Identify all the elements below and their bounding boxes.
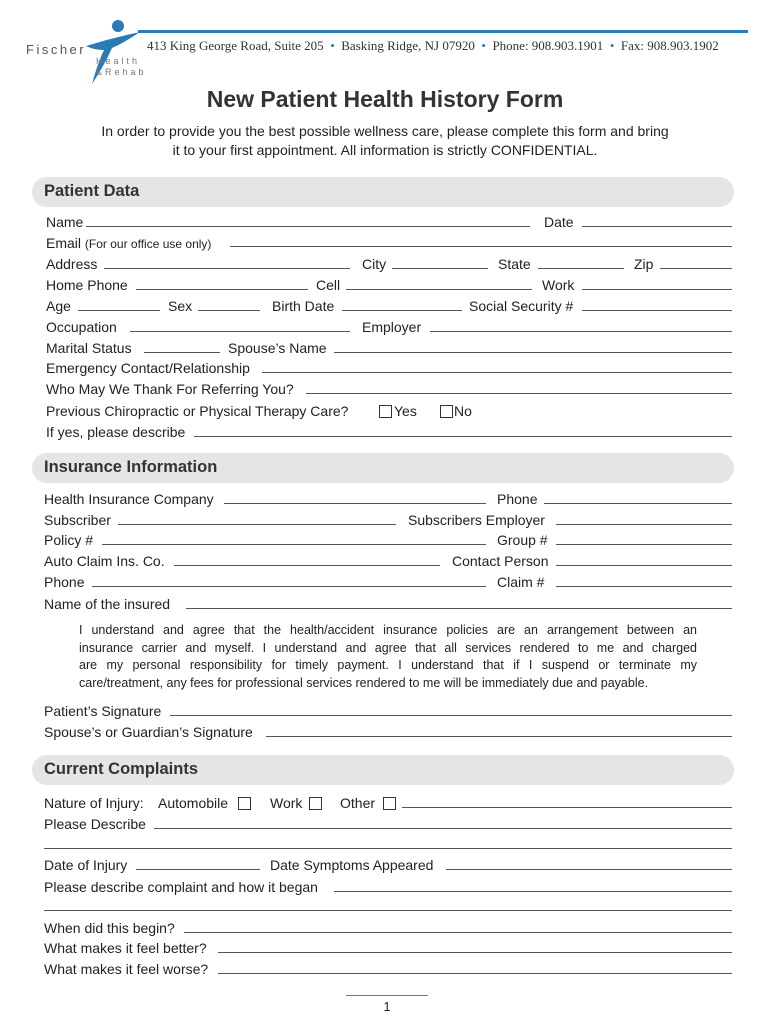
cell-field[interactable] — [346, 289, 532, 290]
logo-sub-health: Health — [96, 56, 141, 66]
section-heading: Insurance Information — [44, 458, 218, 476]
yes-label: Yes — [394, 403, 417, 419]
guardian-signature-field[interactable] — [266, 736, 732, 737]
please-describe-label: Please Describe — [44, 816, 146, 832]
logo-figure-icon — [82, 18, 146, 88]
section-insurance — [32, 453, 734, 483]
name-field[interactable] — [86, 226, 530, 227]
intro-line-2: it to your first appointment. All information is strictly CONFIDENTIAL. — [172, 142, 598, 158]
subscriber-employer-field[interactable] — [556, 524, 732, 525]
policy-label: Policy # — [44, 532, 94, 548]
section-current-complaints — [32, 755, 734, 785]
automobile-checkbox[interactable] — [238, 797, 251, 810]
subscriber-field[interactable] — [118, 524, 396, 525]
birth-date-field[interactable] — [342, 310, 462, 311]
please-describe-field[interactable] — [154, 828, 732, 829]
complaint-description-label: Please describe complaint and how it began — [44, 879, 318, 895]
age-label: Age — [46, 298, 71, 314]
header-contact — [147, 38, 719, 54]
patient-signature-label: Patient’s Signature — [44, 703, 162, 719]
zip-label: Zip — [634, 256, 654, 272]
marital-status-field[interactable] — [144, 352, 220, 353]
policy-field[interactable] — [102, 544, 486, 545]
sex-field[interactable] — [198, 310, 260, 311]
feel-worse-label: What makes it feel worse? — [44, 961, 209, 977]
contact-person-field[interactable] — [556, 565, 732, 566]
referral-field[interactable] — [306, 393, 732, 394]
work-phone-field[interactable] — [582, 289, 732, 290]
spouse-name-field[interactable] — [334, 352, 732, 353]
name-label: Name — [46, 214, 84, 230]
subscriber-label: Subscriber — [44, 512, 111, 528]
intro-line-1: In order to provide you the best possible wellness care, please complete this form and bring — [101, 123, 669, 139]
date-label: Date — [544, 214, 574, 230]
group-field[interactable] — [556, 544, 732, 545]
birth-date-label: Birth Date — [272, 298, 335, 314]
agreement-line: I understand and agree that the health/accident insurance policies are an arrangement between an — [79, 623, 697, 637]
describe-label: If yes, please describe — [46, 424, 186, 440]
ssn-label: Social Security # — [469, 298, 574, 314]
previous-care-label: Previous Chiropractic or Physical Therapy Care? — [46, 403, 349, 419]
feel-better-field[interactable] — [218, 952, 732, 953]
insurance-phone-label: Phone — [497, 491, 538, 507]
phone-label: Phone — [44, 574, 85, 590]
insurance-company-label: Health Insurance Company — [44, 491, 214, 507]
section-heading: Current Complaints — [44, 760, 199, 778]
date-field[interactable] — [582, 226, 732, 227]
feel-better-label: What makes it feel better? — [44, 940, 207, 956]
patient-signature-field[interactable] — [170, 715, 732, 716]
work-checkbox[interactable] — [309, 797, 322, 810]
no-label: No — [454, 403, 472, 419]
complaint-description-field[interactable] — [334, 891, 732, 892]
employer-label: Employer — [362, 319, 422, 335]
cell-label: Cell — [316, 277, 341, 293]
describe-field[interactable] — [194, 436, 732, 437]
agreement-line: are my personal responsibility for timely payment. I understand that if I suspend or terminate my — [79, 658, 697, 672]
complaint-description-field-2[interactable] — [44, 910, 732, 911]
date-of-injury-field[interactable] — [136, 869, 260, 870]
bullet-icon: • — [478, 38, 490, 53]
email-note: (For our office use only) — [84, 237, 212, 251]
logo-sub-rehab: &Rehab — [96, 67, 147, 77]
symptoms-date-field[interactable] — [446, 869, 732, 870]
other-injury-field[interactable] — [402, 807, 732, 808]
home-phone-label: Home Phone — [46, 277, 128, 293]
spouse-name-label: Spouse’s Name — [228, 340, 327, 356]
claim-field[interactable] — [556, 586, 732, 587]
insured-name-label: Name of the insured — [44, 596, 171, 612]
emergency-contact-field[interactable] — [262, 372, 732, 373]
other-checkbox[interactable] — [383, 797, 396, 810]
guardian-signature-label: Spouse’s or Guardian’s Signature — [44, 724, 253, 740]
page-number: 1 — [383, 999, 391, 1014]
auto-claim-field[interactable] — [174, 565, 440, 566]
header-rule — [138, 30, 748, 33]
insurance-phone-field[interactable] — [544, 503, 732, 504]
work-label: Work — [542, 277, 575, 293]
marital-status-label: Marital Status — [46, 340, 132, 356]
previous-care-yes-checkbox[interactable] — [379, 405, 392, 418]
bullet-icon: • — [326, 38, 338, 53]
work-injury-label: Work — [270, 795, 303, 811]
city-field[interactable] — [392, 268, 488, 269]
claim-label: Claim # — [497, 574, 545, 590]
email-field[interactable] — [230, 246, 732, 247]
date-of-injury-label: Date of Injury — [44, 857, 128, 873]
header-city: Basking Ridge, NJ 07920 — [341, 38, 475, 53]
logo — [26, 18, 146, 88]
insurance-agreement — [79, 622, 697, 692]
address-field[interactable] — [104, 268, 350, 269]
when-began-label: When did this begin? — [44, 920, 175, 936]
section-patient-data — [32, 177, 734, 207]
footer-rule — [346, 995, 428, 996]
auto-claim-label: Auto Claim Ins. Co. — [44, 553, 165, 569]
feel-worse-field[interactable] — [218, 973, 732, 974]
phone-field[interactable] — [92, 586, 486, 587]
address-label: Address — [46, 256, 98, 272]
contact-person-label: Contact Person — [452, 553, 549, 569]
header-phone: Phone: 908.903.1901 — [492, 38, 604, 53]
city-label: City — [362, 256, 387, 272]
sex-label: Sex — [168, 298, 193, 314]
state-field[interactable] — [538, 268, 624, 269]
email-label — [46, 235, 211, 252]
symptoms-date-label: Date Symptoms Appeared — [270, 857, 434, 873]
please-describe-field-2[interactable] — [44, 848, 732, 849]
age-field[interactable] — [78, 310, 160, 311]
insured-name-field[interactable] — [186, 608, 732, 609]
emergency-contact-label: Emergency Contact/Relationship — [46, 360, 250, 376]
occupation-field[interactable] — [130, 331, 350, 332]
automobile-label: Automobile — [158, 795, 229, 811]
logo-name: Fischer — [26, 42, 87, 57]
section-heading: Patient Data — [44, 182, 140, 200]
page-title: New Patient Health History Form — [206, 86, 564, 112]
nature-of-injury-label: Nature of Injury: — [44, 795, 144, 811]
agreement-line: care/treatment, any fees for professional services rendered to me will be immediately due and payable. — [79, 675, 649, 690]
subscriber-employer-label: Subscribers Employer — [408, 512, 545, 528]
other-label: Other — [340, 795, 376, 811]
agreement-line: insurance carrier and myself. I understand and agree that all services rendered to me and charged — [79, 640, 697, 655]
when-began-field[interactable] — [184, 932, 732, 933]
state-label: State — [498, 256, 531, 272]
email-label-text: Email — [46, 235, 82, 251]
header-fax: Fax: 908.903.1902 — [620, 38, 719, 53]
zip-field[interactable] — [660, 268, 732, 269]
home-phone-field[interactable] — [136, 289, 308, 290]
bullet-icon: • — [606, 38, 618, 53]
header-address: 413 King George Road, Suite 205 — [147, 38, 324, 53]
referral-label: Who May We Thank For Referring You? — [46, 381, 294, 397]
group-label: Group # — [497, 532, 548, 548]
occupation-label: Occupation — [46, 319, 117, 335]
insurance-company-field[interactable] — [224, 503, 486, 504]
employer-field[interactable] — [430, 331, 732, 332]
previous-care-no-checkbox[interactable] — [440, 405, 453, 418]
ssn-field[interactable] — [582, 310, 732, 311]
